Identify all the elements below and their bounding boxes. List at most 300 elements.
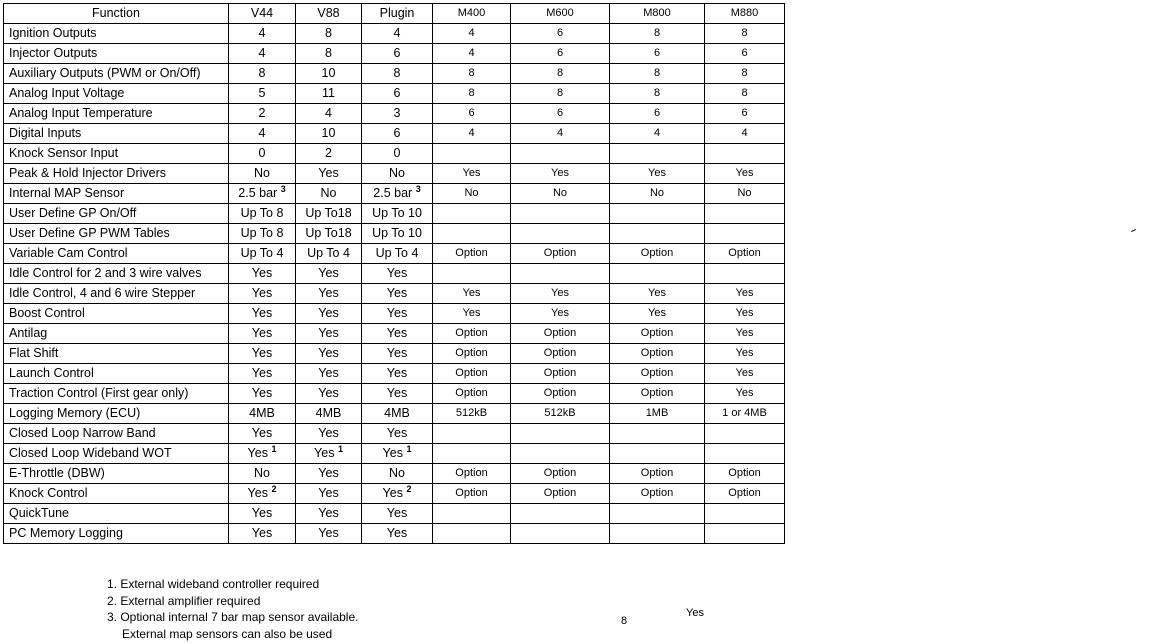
cell-value: Yes (318, 306, 339, 320)
value-cell (362, 24, 433, 44)
cell-value: 4 (258, 126, 266, 140)
table-row (4, 524, 785, 544)
function-cell: Analog Input Temperature (4, 104, 229, 124)
cell-value: 8 (556, 67, 564, 79)
column-header-v88: V88 (296, 4, 362, 24)
value-cell (362, 244, 433, 264)
value-cell (229, 124, 296, 144)
cell-value: Yes (318, 486, 339, 500)
table-row (4, 384, 785, 404)
cell-value: 4 (325, 106, 332, 120)
value-cell (433, 164, 511, 184)
value-cell (229, 304, 296, 324)
cell-value: Yes (318, 506, 339, 520)
cell-value: 512kB (455, 407, 488, 419)
cell-value: Yes (386, 526, 408, 540)
value-cell (433, 84, 511, 104)
cell-value: Option (543, 487, 577, 499)
cell-value: 8 (653, 67, 661, 79)
stray-dash-mark (1131, 229, 1136, 232)
table-row (4, 484, 785, 504)
value-cell (433, 424, 511, 444)
value-cell (433, 404, 511, 424)
value-cell (296, 104, 362, 124)
value-cell (362, 464, 433, 484)
cell-value: 8 (393, 66, 401, 80)
value-cell (610, 364, 705, 384)
value-cell (511, 224, 610, 244)
cell-value: Yes (551, 167, 569, 179)
cell-value: Yes (251, 346, 273, 360)
cell-value: 5 (258, 86, 266, 100)
value-cell (610, 104, 705, 124)
cell-value: Yes (386, 506, 408, 520)
cell-value: Yes (386, 286, 408, 300)
value-cell (705, 224, 785, 244)
cell-value: Option (640, 247, 674, 259)
function-cell: Ignition Outputs (4, 24, 229, 44)
value-cell (362, 484, 433, 504)
value-cell (229, 404, 296, 424)
footnote-1: 1. External wideband controller required (107, 577, 320, 591)
cell-value: 6 (468, 107, 475, 119)
footnote-marker: 1 (406, 444, 412, 454)
value-cell (362, 164, 433, 184)
table-row (4, 324, 785, 344)
function-cell: Traction Control (First gear only) (4, 384, 229, 404)
value-cell (296, 324, 362, 344)
function-cell: Idle Control, 4 and 6 wire Stepper (4, 284, 229, 304)
table-row (4, 444, 785, 464)
value-cell (433, 24, 511, 44)
value-cell (511, 304, 610, 324)
value-cell (362, 44, 433, 64)
value-cell (610, 184, 705, 204)
cell-value: Yes (251, 366, 273, 380)
function-cell: Launch Control (4, 364, 229, 384)
value-cell (296, 264, 362, 284)
value-cell (705, 244, 785, 264)
cell-value: Yes (251, 426, 273, 440)
value-cell (705, 344, 785, 364)
cell-value: Option (455, 247, 488, 259)
cell-value: Yes (735, 367, 754, 379)
footnote-marker: 3 (280, 184, 286, 194)
value-cell (610, 164, 705, 184)
cell-value: 4 (468, 27, 475, 39)
cell-value: Yes (251, 306, 273, 320)
column-header-m880: M880 (705, 4, 785, 24)
cell-value: 4MB (249, 406, 275, 420)
value-cell (511, 164, 610, 184)
column-header-plugin: Plugin (362, 4, 433, 24)
value-cell (229, 344, 296, 364)
value-cell (229, 324, 296, 344)
cell-value: 4MB (384, 406, 410, 420)
function-cell: Digital Inputs (4, 124, 229, 144)
value-cell (610, 284, 705, 304)
value-cell (229, 184, 296, 204)
ecu-comparison-table (3, 3, 785, 544)
cell-value: 0 (393, 146, 401, 160)
cell-value: Yes (251, 266, 273, 280)
cell-value: Yes (386, 366, 408, 380)
value-cell (610, 144, 705, 164)
cell-value: No (254, 466, 270, 480)
cell-value: 2 (258, 106, 266, 120)
cell-value: 6 (556, 47, 564, 59)
value-cell (610, 324, 705, 344)
value-cell (705, 24, 785, 44)
value-cell (705, 364, 785, 384)
value-cell (229, 364, 296, 384)
value-cell (433, 284, 511, 304)
cell-value: 8 (325, 26, 332, 40)
value-cell (511, 484, 610, 504)
value-cell (511, 344, 610, 364)
table-row (4, 284, 785, 304)
value-cell (433, 44, 511, 64)
cell-value: 512kB (544, 407, 576, 419)
value-cell (296, 164, 362, 184)
cell-value: Option (543, 347, 577, 359)
value-cell (433, 304, 511, 324)
value-cell (511, 464, 610, 484)
table-row (4, 364, 785, 384)
value-cell (705, 524, 785, 544)
value-cell (433, 244, 511, 264)
value-cell (229, 284, 296, 304)
cell-value: Yes (251, 286, 273, 300)
table-row (4, 64, 785, 84)
cell-value: 1 or 4MB (722, 407, 767, 419)
value-cell (433, 504, 511, 524)
cell-value: 4 (258, 26, 266, 40)
value-cell (705, 124, 785, 144)
cell-value: Yes (318, 266, 339, 280)
header-row (4, 4, 785, 24)
table-row (4, 124, 785, 144)
cell-value: Up To 10 (372, 206, 422, 220)
cell-value: No (254, 166, 270, 180)
value-cell (705, 44, 785, 64)
value-cell (433, 264, 511, 284)
value-cell (362, 444, 433, 464)
cell-value: 4 (653, 127, 661, 139)
cell-value: 0 (258, 146, 266, 160)
value-cell (511, 404, 610, 424)
value-cell (610, 264, 705, 284)
function-cell: Closed Loop Wideband WOT (4, 444, 229, 464)
value-cell (705, 404, 785, 424)
cell-value: 8 (741, 87, 748, 99)
cell-value: 8 (653, 27, 661, 39)
column-header-m800: M800 (610, 4, 705, 24)
cell-value: No (649, 187, 665, 199)
cell-value: Option (543, 467, 577, 479)
value-cell (433, 464, 511, 484)
cell-value: 4MB (315, 406, 342, 420)
value-cell (610, 384, 705, 404)
value-cell (229, 464, 296, 484)
function-cell: Logging Memory (ECU) (4, 404, 229, 424)
value-cell (229, 144, 296, 164)
cell-value: Option (543, 367, 577, 379)
value-cell (511, 24, 610, 44)
column-header-function: Function (4, 4, 229, 24)
value-cell (433, 124, 511, 144)
cell-value: 6 (653, 47, 661, 59)
cell-value: 8 (468, 67, 475, 79)
value-cell (362, 344, 433, 364)
value-cell (511, 444, 610, 464)
value-cell (511, 124, 610, 144)
value-cell (705, 84, 785, 104)
cell-value: No (737, 187, 752, 199)
value-cell (362, 364, 433, 384)
cell-value: No (320, 186, 337, 200)
value-cell (362, 184, 433, 204)
cell-value: Yes (318, 166, 339, 180)
footnote-marker: 3 (415, 184, 421, 194)
value-cell (610, 404, 705, 424)
cell-value: Yes (462, 287, 481, 299)
cell-value: No (389, 466, 405, 480)
function-cell: Idle Control for 2 and 3 wire valves (4, 264, 229, 284)
cell-value: Yes (648, 307, 666, 319)
cell-value: Yes (648, 287, 666, 299)
table-row (4, 204, 785, 224)
value-cell (296, 284, 362, 304)
footnote-marker: 2 (271, 484, 277, 494)
value-cell (229, 244, 296, 264)
value-cell (362, 124, 433, 144)
cell-value: 6 (393, 46, 401, 60)
footnotes (107, 576, 358, 642)
value-cell (296, 244, 362, 264)
function-cell: QuickTune (4, 504, 229, 524)
cell-value: Yes (314, 446, 335, 460)
table-row (4, 344, 785, 364)
cell-value: Up To 8 (240, 226, 284, 240)
value-cell (705, 444, 785, 464)
cell-value: Yes (551, 287, 569, 299)
cell-value: 8 (556, 87, 564, 99)
cell-value: Yes (386, 306, 408, 320)
cell-value: Yes (735, 167, 754, 179)
function-cell: Injector Outputs (4, 44, 229, 64)
function-cell: PC Memory Logging (4, 524, 229, 544)
cell-value: Option (455, 327, 488, 339)
cell-value: Yes (251, 506, 273, 520)
cell-value: Yes (735, 347, 754, 359)
cell-value: Yes (318, 286, 339, 300)
table-row (4, 504, 785, 524)
cell-value: Yes (735, 387, 754, 399)
value-cell (705, 324, 785, 344)
cell-value: Yes (386, 326, 408, 340)
value-cell (610, 44, 705, 64)
value-cell (229, 224, 296, 244)
value-cell (705, 144, 785, 164)
cell-value: 4 (393, 26, 401, 40)
value-cell (296, 484, 362, 504)
cell-value: Option (455, 387, 488, 399)
cell-value: 8 (258, 66, 266, 80)
cell-value: 8 (325, 46, 332, 60)
table-row (4, 464, 785, 484)
cell-value: 8 (653, 87, 661, 99)
cell-value: Up To18 (305, 206, 352, 220)
value-cell (296, 204, 362, 224)
value-cell (296, 384, 362, 404)
value-cell (362, 404, 433, 424)
value-cell (229, 64, 296, 84)
cell-value: Option (543, 327, 577, 339)
cell-value: Yes (318, 426, 339, 440)
cell-value: Option (640, 387, 674, 399)
value-cell (610, 24, 705, 44)
function-cell: Knock Control (4, 484, 229, 504)
value-cell (362, 524, 433, 544)
value-cell (296, 424, 362, 444)
cell-value: No (464, 187, 479, 199)
cell-value: Yes (318, 466, 339, 480)
value-cell (610, 124, 705, 144)
value-cell (511, 244, 610, 264)
value-cell (362, 504, 433, 524)
value-cell (610, 84, 705, 104)
cell-value: Option (455, 467, 488, 479)
value-cell (433, 204, 511, 224)
value-cell (610, 464, 705, 484)
value-cell (296, 44, 362, 64)
value-cell (362, 224, 433, 244)
function-cell: Analog Input Voltage (4, 84, 229, 104)
value-cell (229, 264, 296, 284)
cell-value: 2.5 bar (373, 186, 413, 200)
value-cell (705, 464, 785, 484)
function-cell: Peak & Hold Injector Drivers (4, 164, 229, 184)
cell-value: Yes (386, 346, 408, 360)
cell-value: Option (455, 367, 488, 379)
table-row (4, 304, 785, 324)
footnote-marker: 2 (406, 484, 412, 494)
cell-value: Option (640, 487, 674, 499)
value-cell (296, 184, 362, 204)
value-cell (511, 44, 610, 64)
cell-value: Option (728, 247, 761, 259)
cell-value: Option (455, 487, 488, 499)
value-cell (296, 224, 362, 244)
value-cell (610, 524, 705, 544)
value-cell (229, 484, 296, 504)
cell-value: No (389, 166, 405, 180)
value-cell (511, 84, 610, 104)
cell-value: Up To 10 (372, 226, 422, 240)
value-cell (296, 344, 362, 364)
value-cell (362, 284, 433, 304)
cell-value: 2 (325, 146, 332, 160)
cell-value: 6 (741, 47, 748, 59)
value-cell (433, 384, 511, 404)
value-cell (610, 504, 705, 524)
value-cell (296, 364, 362, 384)
value-cell (362, 324, 433, 344)
cell-value: Yes (251, 386, 273, 400)
value-cell (296, 124, 362, 144)
cell-value: Yes (318, 326, 339, 340)
value-cell (705, 64, 785, 84)
value-cell (511, 264, 610, 284)
cell-value: 8 (741, 27, 748, 39)
value-cell (296, 444, 362, 464)
cell-value: Up To 8 (240, 206, 284, 220)
value-cell (610, 224, 705, 244)
cell-value: 4 (556, 127, 564, 139)
table-row (4, 164, 785, 184)
function-cell: Antilag (4, 324, 229, 344)
value-cell (433, 104, 511, 124)
value-cell (705, 164, 785, 184)
value-cell (362, 384, 433, 404)
value-cell (433, 64, 511, 84)
value-cell (296, 304, 362, 324)
footnote-2: 2. External amplifier required (107, 593, 261, 608)
value-cell (511, 144, 610, 164)
cell-value: Yes (318, 346, 339, 360)
table-row (4, 84, 785, 104)
cell-value: 4 (468, 127, 475, 139)
cell-value: Yes (251, 326, 273, 340)
value-cell (511, 364, 610, 384)
table-row (4, 264, 785, 284)
value-cell (229, 444, 296, 464)
value-cell (362, 304, 433, 324)
value-cell (511, 324, 610, 344)
cell-value: 4 (468, 47, 475, 59)
value-cell (296, 144, 362, 164)
value-cell (705, 384, 785, 404)
value-cell (610, 344, 705, 364)
cell-value: Yes (382, 446, 403, 460)
cell-value: Yes (386, 426, 408, 440)
function-cell: Variable Cam Control (4, 244, 229, 264)
value-cell (705, 204, 785, 224)
cell-value: 3 (393, 106, 401, 120)
value-cell (511, 64, 610, 84)
table-row (4, 104, 785, 124)
value-cell (362, 204, 433, 224)
table-body (4, 24, 785, 544)
value-cell (433, 184, 511, 204)
cell-value: Yes (318, 526, 339, 540)
cell-value: Up To 4 (307, 246, 350, 260)
value-cell (433, 484, 511, 504)
table-row (4, 404, 785, 424)
value-cell (511, 184, 610, 204)
cell-value: 8 (741, 67, 748, 79)
cell-value: 11 (322, 86, 335, 100)
table-row (4, 184, 785, 204)
stray-value-8: 8 (621, 615, 628, 627)
footnote-marker: 1 (337, 444, 343, 454)
table-row (4, 244, 785, 264)
value-cell (705, 424, 785, 444)
value-cell (433, 144, 511, 164)
stray-value-yes: Yes (686, 607, 704, 619)
column-header-v44: V44 (229, 4, 296, 24)
